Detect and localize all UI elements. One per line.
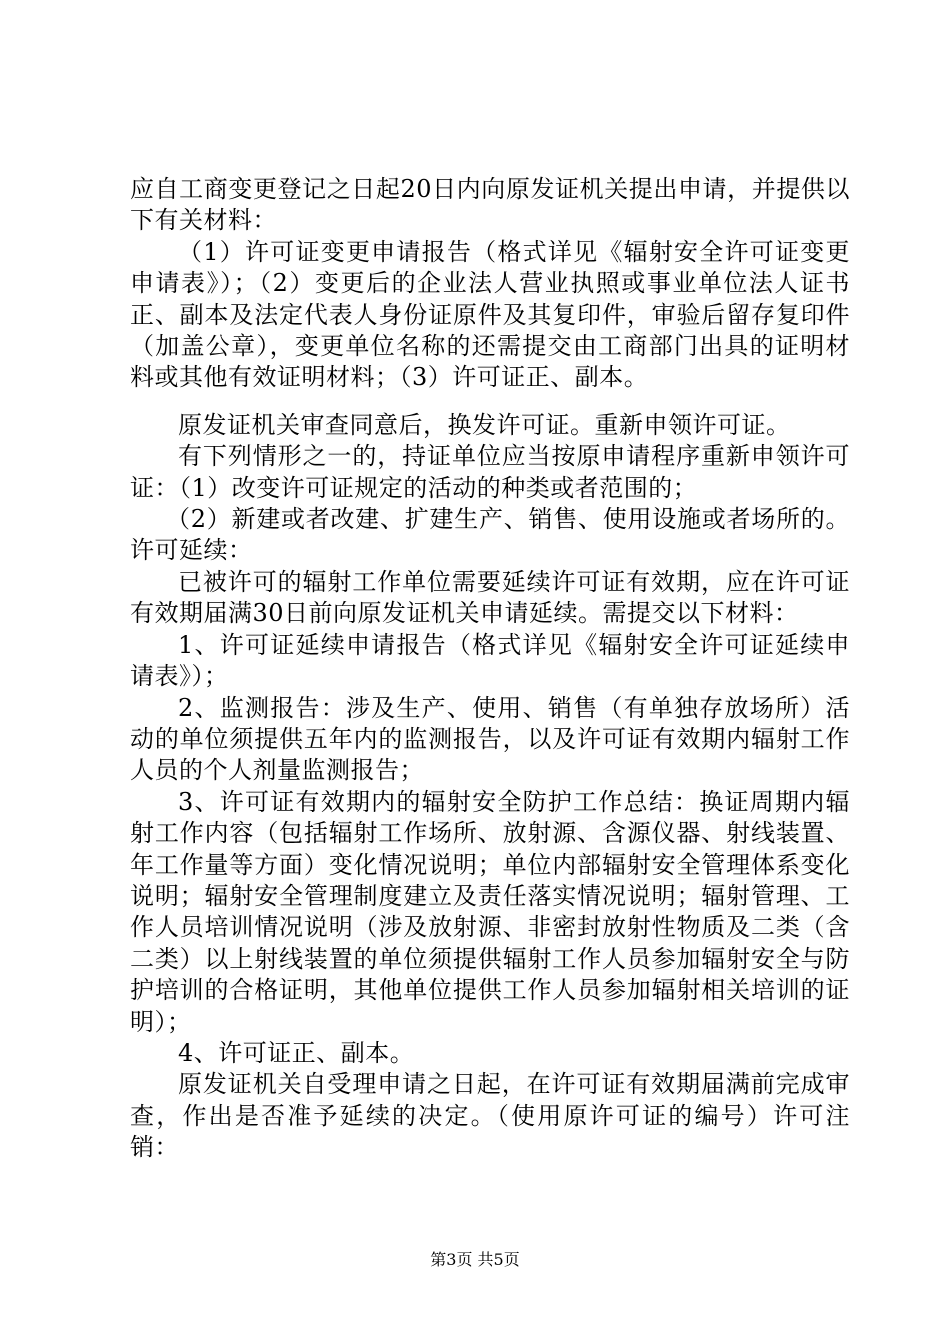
- page-number-footer: 第3页 共5页: [430, 1250, 520, 1269]
- paragraph-9: 3、许可证有效期内的辐射安全防护工作总结：换证周期内辐射工作内容（包括辐射工作场所、放射源、含源仪器、射线装置、年工作量等方面）变化情况说明；单位内部辐射安全管理体系变化说明；辐射安全管理制度建立及责任落实情况说明；辐射管理、工作人员培训情况说明（涉及放射源、非密封放射性物质及二类（含二类）以上射线装置的单位须提供辐射工作人员参加辐射安全与防护培训的合格证明，其他单位提供工作人员参加辐射相关培训的证明）；: [130, 787, 850, 1036]
- paragraph-6: 已被许可的辐射工作单位需要延续许可证有效期，应在许可证有效期届满30日前向原发证机关申请延续。需提交以下材料：: [130, 567, 850, 628]
- paragraph-2: （1）许可证变更申请报告（格式详见《辐射安全许可证变更申请表》）；（2）变更后的企业法人营业执照或事业单位法人证书正、副本及法定代表人身份证原件及其复印件，审验后留存复印件（加盖公章），变更单位名称的还需提交由工商部门出具的证明材料或其他有效证明材料；（3）许可证正、副本。: [130, 237, 850, 392]
- paragraph-1: 应自工商变更登记之日起20日内向原发证机关提出申请，并提供以下有关材料：: [130, 175, 850, 235]
- paragraph-8: 2、监测报告：涉及生产、使用、销售（有单独存放场所）活动的单位须提供五年内的监测报告，以及许可证有效期内辐射工作人员的个人剂量监测报告；: [130, 693, 850, 785]
- paragraph-3: 原发证机关审查同意后，换发许可证。重新申领许可证。: [178, 410, 791, 439]
- paragraph-11: 原发证机关自受理申请之日起，在许可证有效期届满前完成审查，作出是否准予延续的决定。（使用原许可证的编号）许可注销：: [130, 1070, 850, 1162]
- paragraph-7: 1、许可证延续申请报告（格式详见《辐射安全许可证延续申请表》）；: [130, 630, 850, 691]
- paragraph-10: 4、许可证正、副本。: [178, 1038, 415, 1067]
- paragraph-4: 有下列情形之一的，持证单位应当按原申请程序重新申领许可证：（1）改变许可证规定的活动的种类或者范围的；: [130, 442, 850, 502]
- paragraph-5: （2）新建或者改建、扩建生产、销售、使用设施或者场所的。许可延续：: [130, 505, 850, 565]
- document-body: [130, 174, 850, 1164]
